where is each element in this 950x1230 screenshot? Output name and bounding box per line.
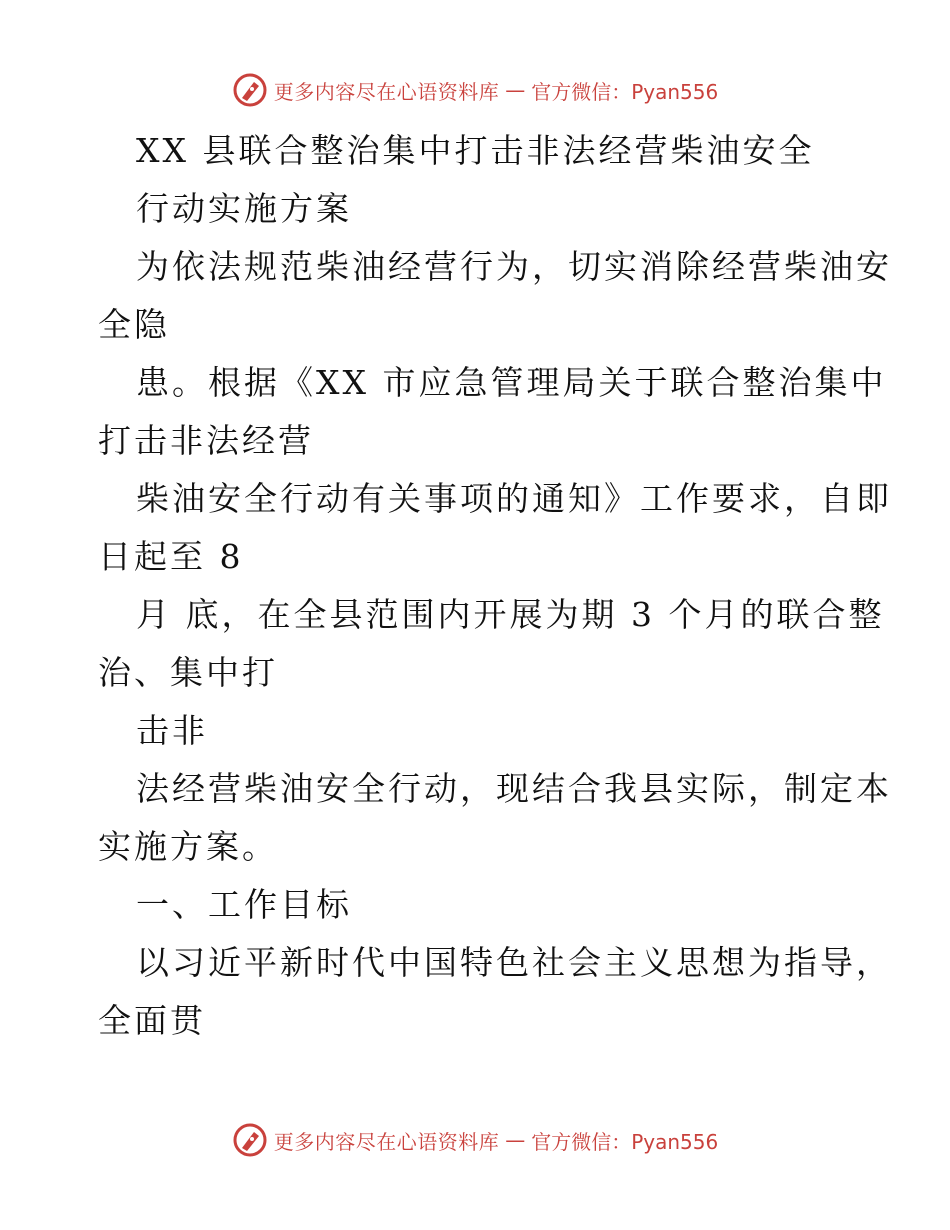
watermark-wechat: 官方微信：Pyan556	[531, 1129, 719, 1154]
document-body	[98, 122, 892, 1050]
title-line-2: 行动实施方案	[136, 189, 352, 228]
paragraph-line: 打击非法经营	[98, 421, 314, 460]
paragraph-line: 击非	[136, 711, 208, 750]
watermark-separator: —	[505, 78, 526, 102]
paragraph-line: 月 底，在全县范围内开展为期 3 个月的联合整	[136, 595, 885, 634]
title-line-1: XX 县联合整治集中打击非法经营柴油安全	[136, 131, 815, 170]
watermark-wechat: 官方微信：Pyan556	[531, 79, 719, 104]
paragraph-line: 柴油安全行动有关事项的通知》工作要求，自即	[136, 479, 892, 518]
paragraph-line: 全隐	[98, 305, 170, 344]
footer-watermark	[0, 1122, 950, 1158]
paragraph-line: 为依法规范柴油经营行为，切实消除经营柴油安	[136, 247, 892, 286]
watermark-prefix: 更多内容尽在心语资料库	[273, 1129, 500, 1154]
watermark-separator: —	[505, 1128, 526, 1152]
pen-nib-circle-icon	[232, 72, 268, 108]
paragraph-line: 日起至 8	[98, 537, 244, 576]
section-heading: 一、工作目标	[136, 885, 352, 924]
pen-nib-circle-icon	[232, 1122, 268, 1158]
paragraph-line: 实施方案。	[98, 827, 278, 866]
paragraph-line: 以习近平新时代中国特色社会主义思想为指导，	[136, 943, 892, 982]
paragraph-line: 患。根据《XX 市应急管理局关于联合整治集中	[136, 363, 887, 402]
watermark-prefix: 更多内容尽在心语资料库	[273, 79, 500, 104]
paragraph-line: 全面贯	[98, 1001, 206, 1040]
paragraph-line: 治、集中打	[98, 653, 278, 692]
paragraph-line: 法经营柴油安全行动，现结合我县实际，制定本	[136, 769, 892, 808]
header-watermark	[0, 72, 950, 108]
